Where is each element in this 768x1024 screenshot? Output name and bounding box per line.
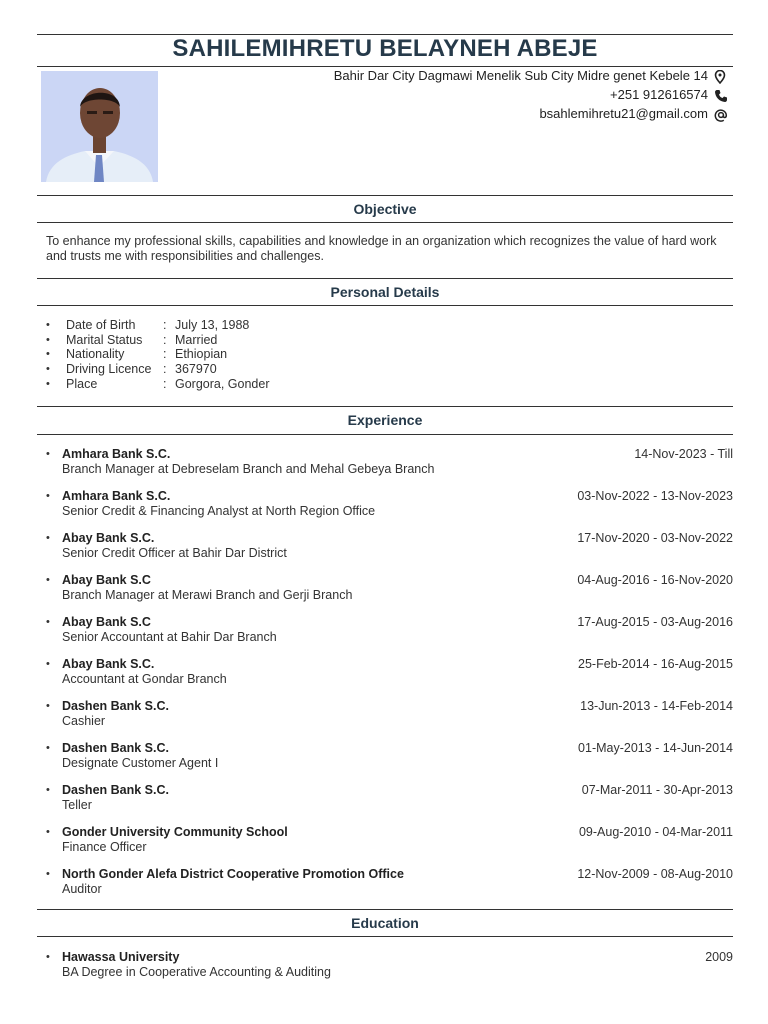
experience-dates: 07-Mar-2011 - 30-Apr-2013 — [581, 783, 733, 797]
location-pin-icon — [714, 70, 728, 84]
email-line — [88, 106, 728, 122]
personal-details-heading: Personal Details — [330, 284, 440, 300]
personal-detail-item — [46, 362, 270, 377]
personal-detail-item — [46, 333, 270, 348]
education-year: 2009 — [705, 950, 733, 964]
bullet: • — [46, 868, 50, 880]
bullet: • — [46, 616, 50, 628]
experience-heading: Experience — [347, 412, 423, 428]
experience-role: Auditor — [62, 881, 102, 896]
detail-value: July 13, 1988 — [175, 318, 250, 332]
experience-dates: 01-May-2013 - 14-Jun-2014 — [578, 741, 733, 755]
experience-role: Accountant at Gondar Branch — [62, 671, 227, 686]
experience-dates: 25-Feb-2014 - 16-Aug-2015 — [578, 657, 733, 671]
bullet: • — [46, 826, 50, 838]
experience-organization: Dashen Bank S.C. — [62, 699, 169, 713]
detail-value: 367970 — [175, 362, 217, 377]
phone-text[interactable]: +251 912616574 — [610, 87, 708, 102]
experience-organization: Abay Bank S.C. — [62, 657, 155, 671]
experience-dates: 09-Aug-2010 - 04-Mar-2011 — [578, 825, 733, 839]
personal-detail-item — [46, 347, 270, 362]
detail-colon: : — [163, 332, 167, 347]
detail-colon: : — [163, 318, 167, 332]
header-rule — [37, 66, 733, 67]
bullet: • — [46, 784, 50, 796]
education-degree: BA Degree in Cooperative Accounting & Auditing — [62, 964, 331, 979]
email-text[interactable]: bsahlemihretu21@gmail.com — [539, 106, 708, 121]
experience-organization: North Gonder Alefa District Cooperative Promotion Office — [62, 867, 404, 881]
bullet: • — [46, 574, 50, 586]
detail-value: Gorgora, Gonder — [175, 376, 270, 391]
objective-text: To enhance my professional skills, capabilities and knowledge in an organization which recognizes the value of hard work and trusts me with responsibilities and challenges. — [46, 234, 717, 263]
experience-dates: 04-Aug-2016 - 16-Nov-2020 — [577, 573, 733, 587]
objective-rule-top — [37, 195, 733, 196]
at-sign-icon — [714, 108, 728, 122]
experience-role: Designate Customer Agent I — [62, 755, 219, 770]
bullet: • — [46, 658, 50, 670]
bullet: • — [46, 532, 50, 544]
detail-value: Ethiopian — [175, 347, 228, 362]
detail-colon: : — [163, 347, 167, 362]
experience-role: Finance Officer — [62, 839, 147, 854]
bullet: • — [46, 951, 50, 963]
personal-detail-item — [46, 377, 270, 392]
experience-dates: 12-Nov-2009 - 08-Aug-2010 — [577, 867, 733, 881]
detail-colon: : — [163, 362, 167, 377]
experience-dates: 17-Aug-2015 - 03-Aug-2016 — [577, 615, 733, 629]
address-text: Bahir Dar City Dagmawi Menelik Sub City Midre genet Kebele 14 — [333, 68, 708, 83]
detail-label: Driving Licence — [66, 362, 152, 377]
education-rule-bottom — [37, 936, 733, 937]
detail-label: Date of Birth — [66, 318, 136, 332]
phone-line — [88, 87, 728, 103]
personal-detail-item — [46, 318, 270, 333]
bullet: • — [46, 490, 50, 502]
detail-colon: : — [163, 376, 167, 391]
experience-rule-top — [37, 406, 733, 407]
detail-label: Place — [66, 376, 98, 391]
education-institution: Hawassa University — [62, 950, 180, 964]
experience-role: Teller — [62, 797, 92, 812]
experience-role: Cashier — [62, 713, 106, 728]
experience-organization: Amhara Bank S.C. — [62, 489, 171, 503]
address-line — [88, 68, 728, 84]
experience-organization: Amhara Bank S.C. — [62, 447, 171, 461]
experience-role: Senior Credit Officer at Bahir Dar District — [62, 545, 287, 560]
bullet: • — [46, 742, 50, 754]
phone-icon — [714, 89, 728, 103]
bullet: • — [46, 700, 50, 712]
experience-dates: 17-Nov-2020 - 03-Nov-2022 — [577, 531, 733, 545]
experience-role: Branch Manager at Merawi Branch and Gerji Branch — [62, 587, 353, 602]
experience-role: Senior Credit & Financing Analyst at North Region Office — [62, 503, 376, 518]
experience-dates: 14-Nov-2023 - Till — [634, 447, 733, 461]
experience-organization: Gonder University Community School — [62, 825, 288, 839]
experience-organization: Abay Bank S.C. — [62, 531, 155, 545]
detail-value: Married — [175, 332, 218, 347]
objective-rule-bottom — [37, 222, 733, 223]
candidate-name: SAHILEMIHRETU BELAYNEH ABEJE — [172, 35, 598, 62]
experience-organization: Dashen Bank S.C. — [62, 741, 169, 755]
personal-details-list — [46, 318, 270, 391]
experience-dates: 03-Nov-2022 - 13-Nov-2023 — [577, 489, 733, 503]
experience-role: Branch Manager at Debreselam Branch and Mehal Gebeya Branch — [62, 461, 435, 476]
detail-label: Nationality — [66, 347, 125, 362]
experience-organization: Abay Bank S.C — [62, 573, 151, 587]
experience-organization: Abay Bank S.C — [62, 615, 151, 629]
personal-rule-bottom — [37, 305, 733, 306]
bullet: • — [46, 448, 50, 460]
experience-organization: Dashen Bank S.C. — [62, 783, 169, 797]
experience-dates: 13-Jun-2013 - 14-Feb-2014 — [580, 699, 733, 713]
experience-role: Senior Accountant at Bahir Dar Branch — [62, 629, 277, 644]
education-rule-top — [37, 909, 733, 910]
education-heading: Education — [351, 915, 419, 931]
personal-rule-top — [37, 278, 733, 279]
detail-label: Marital Status — [66, 332, 143, 347]
experience-rule-bottom — [37, 434, 733, 435]
objective-heading: Objective — [353, 201, 417, 217]
